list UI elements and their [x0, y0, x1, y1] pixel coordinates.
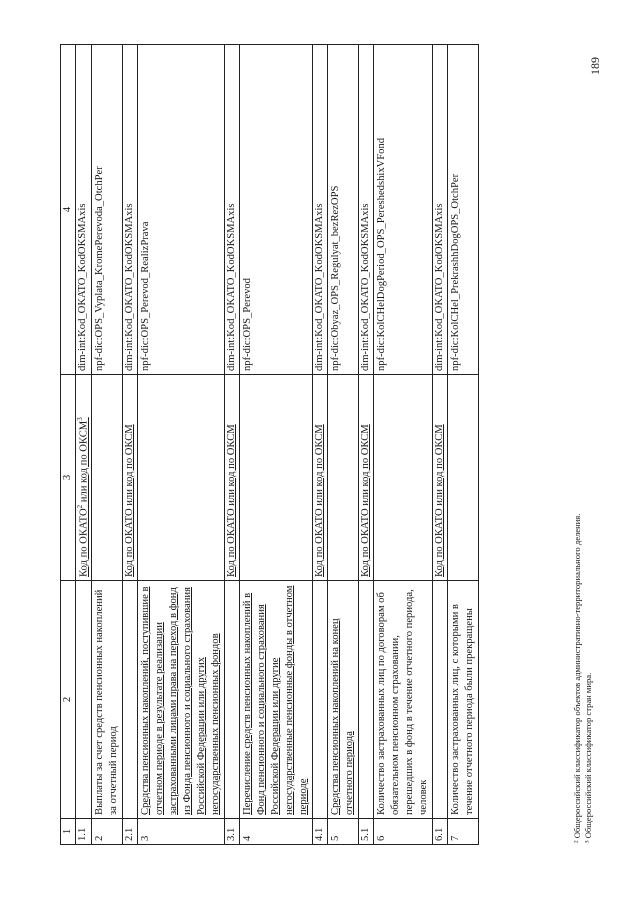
identifier-cell: dim-int:Kod_OKATO_KodOKSMAxis [313, 45, 328, 375]
code-cell [327, 375, 358, 581]
description-cell: Средства пенсионных накоплений, поступившие в отчетном периоде в результате реализации застрахованными лицами права на переход в фонд из Фонда пенсионного и социального страхования Российской Федерации или других негосударственных пенсионных фондов [138, 581, 225, 819]
code-cell [75, 375, 92, 581]
row-number-cell: 4.1 [313, 819, 328, 845]
description-cell [358, 581, 373, 819]
footnote-mark: 3 [75, 417, 84, 421]
code-cell [123, 375, 138, 581]
table-row [313, 45, 328, 845]
code-cell [373, 375, 432, 581]
code-cell [447, 375, 478, 581]
row-number-cell: 5.1 [358, 819, 373, 845]
description-cell: Количество застрахованных лиц по договорам об обязательном пенсионном страховании, перешедших в фонд в течение отчетного периода, человек [373, 581, 432, 819]
code-cell [432, 375, 447, 581]
row-number-cell: 3 [138, 819, 225, 845]
code-text: Код по ОКАТО или код по ОКСМ [124, 424, 136, 577]
row-number-cell: 3.1 [225, 819, 240, 845]
description-cell [225, 581, 240, 819]
code-cell [358, 375, 373, 581]
indicator-table [60, 44, 479, 845]
header-cell: 1 [61, 819, 76, 845]
identifier-cell: dim-int:Kod_OKATO_KodOKSMAxis [123, 45, 138, 375]
table-row [327, 45, 358, 845]
header-cell: 4 [61, 45, 76, 375]
code-text: Код по ОКАТО [78, 508, 90, 577]
code-cell [92, 375, 123, 581]
description-cell: Выплаты за счет средств пенсионных накоплений за отчетный период [92, 581, 123, 819]
identifier-cell: npf-dic:OPS_Perevod [240, 45, 313, 375]
description-cell [313, 581, 328, 819]
description-cell: Средства пенсионных накоплений на конец отчетного периода [327, 581, 358, 819]
description-cell [432, 581, 447, 819]
table-row [225, 45, 240, 845]
code-text: Код по ОКАТО или код по ОКСМ [314, 424, 325, 577]
row-number-cell: 1.1 [75, 819, 92, 845]
identifier-cell: npf-dic:KolCHel_PrekrashhDogOPS_OtchPer [447, 45, 478, 375]
identifier-cell: npf-dic:OPS_Perevod_RealizPrava [138, 45, 225, 375]
description-cell [123, 581, 138, 819]
table-row [373, 45, 432, 845]
row-number-cell: 4 [240, 819, 313, 845]
table-header-row [61, 45, 76, 845]
identifier-cell: dim-int:Kod_OKATO_KodOKSMAxis [225, 45, 240, 375]
code-cell [225, 375, 240, 581]
row-number-cell: 6 [373, 819, 432, 845]
row-number-cell: 6.1 [432, 819, 447, 845]
page-number: 189 [588, 57, 602, 75]
code-text: Код по ОКАТО или код по ОКСМ [226, 424, 238, 577]
code-cell [138, 375, 225, 581]
identifier-cell: dim-int:Kod_OKATO_KodOKSMAxis [75, 45, 92, 375]
table-row [138, 45, 225, 845]
identifier-cell: npf-dic:Obyaz_OPS_Regulyat_bezRezOPS [327, 45, 358, 375]
row-number-cell: 7 [447, 819, 478, 845]
code-cell [313, 375, 328, 581]
code-cell [240, 375, 313, 581]
table-row [358, 45, 373, 845]
description-cell: Перечисление средств пенсионных накоплений в Фонд пенсионного и социального страхования Российской Федерации или другие негосударственные пенсионные фонды в отчетном периоде [240, 581, 313, 819]
table-row [75, 45, 92, 845]
header-cell: 2 [61, 581, 76, 819]
code-text: Код по ОКАТО или код по ОКСМ [359, 424, 371, 577]
footnote-oksm: ³ Общероссийский классификатор стран мира. [582, 672, 593, 843]
identifier-cell: npf-dic:KolCHelDogPeriod_OPS_PereshedshixVFond [373, 45, 432, 375]
row-number-cell: 5 [327, 819, 358, 845]
table-row [123, 45, 138, 845]
header-cell: 3 [61, 375, 76, 581]
table-row [240, 45, 313, 845]
footnotes [572, 514, 593, 843]
identifier-cell: dim-int:Kod_OKATO_KodOKSMAxis [432, 45, 447, 375]
table-row [447, 45, 478, 845]
table-row [92, 45, 123, 845]
row-number-cell: 2 [92, 819, 123, 845]
description-cell [75, 581, 92, 819]
footnote-okato: ² Общероссийский классификатор объектов административно-территориального деления. [572, 513, 582, 843]
code-text-tail: или код по ОКСМ [78, 420, 90, 505]
table-row [432, 45, 447, 845]
code-text: Код по ОКАТО или код по ОКСМ [433, 424, 445, 577]
identifier-cell: npf-dic:OPS_Vyplata_KromePerevoda_OtchPer [92, 45, 123, 375]
identifier-cell: dim-int:Kod_OKATO_KodOKSMAxis [358, 45, 373, 375]
footnote-mark: 2 [75, 504, 84, 509]
description-cell: Количество застрахованных лиц, с которыми в течение отчетного периода были прекращены [447, 581, 478, 819]
row-number-cell: 2.1 [123, 819, 138, 845]
